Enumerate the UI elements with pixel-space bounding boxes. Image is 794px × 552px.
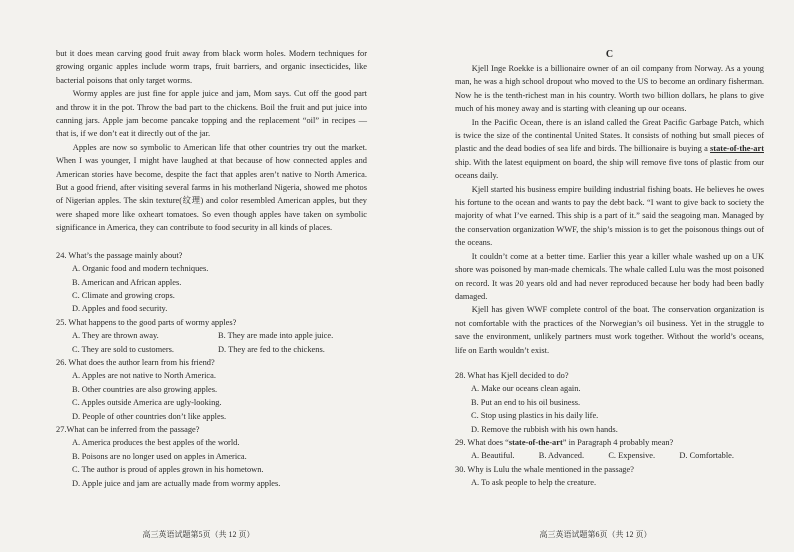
option-d: D. People of other countries don’t like apples. [72, 411, 227, 421]
option-b: B. Poisons are no longer used on apples in America. [72, 451, 247, 461]
question-stem: 28. What has Kjell decided to do? [455, 370, 569, 380]
bold-term: state-of-the-art [508, 437, 563, 447]
section-title: C [605, 49, 614, 60]
page-footer: 高三英语试题第5页（共 12 页） [142, 529, 255, 539]
question-28 [455, 369, 764, 436]
text-run: ” in Paragraph 4 probably mean? [562, 437, 674, 447]
option-b: B. Put an end to his oil business. [471, 397, 581, 407]
question-stem [455, 436, 764, 449]
question-27 [56, 423, 367, 490]
question-24 [56, 249, 367, 316]
question-30 [455, 463, 764, 490]
page-footer: 高三英语试题第6页（共 12 页） [539, 529, 652, 539]
text-run: ship. With the latest equipment on board, the ship will remove five tons of plastic from our oceans daily. [455, 157, 764, 181]
underlined-term: state-of-the-art [710, 144, 764, 154]
paragraph: It couldn’t come at a better time. Earlier this year a killer whale washed up on a UK shore was poisoned by man-made chemicals. The whale called Lulu was the most poisoned on record. It was 20 years old and had never reproduced because her body had been badly damaged. [455, 251, 764, 301]
question-stem: 30. Why is Lulu the whale mentioned in the passage? [455, 464, 634, 474]
question-25 [56, 316, 367, 356]
option-c: C. The author is proud of apples grown in his hometown. [72, 465, 264, 475]
option-c: C. Apples outside America are ugly-looking. [72, 398, 222, 408]
option-c: C. They are sold to customers. [72, 344, 174, 354]
option-d: D. Apple juice and jam are actually made from wormy apples. [72, 478, 281, 488]
paragraph: Wormy apples are just fine for apple juice and jam, Mom says. Cut off the good part and throw it in the pot. Throw the bad part to the chickens. Boil the fruit and put juice into canning jars. Apple jam become pancake topping and the replacement “oil” in recipes — that is, if we don’t eat it directly out of the jar. [56, 89, 367, 139]
paragraph: but it does mean carving good fruit away from black worm holes. Modern techniques for growing organic apples include worm traps, fruit barriers, and organic insecticides, like bacterial poisons that only target worms. [56, 49, 367, 85]
paragraph [455, 116, 764, 183]
option-d: D. Apples and food security. [72, 304, 168, 314]
paragraph: Kjell Inge Roekke is a billionaire owner of an oil company from Norway. As a young man, he was a high school dropout who moved to the US to become an ordinary fisherman. Now he is the tenth-richest man in his country. Worth two billion dollars, he plans to give much of his money away and is starting with cleaning up our oceans. [455, 64, 764, 114]
option-b: B. American and African apples. [72, 277, 182, 287]
text-run: 29. What does “ [455, 437, 509, 447]
question-26 [56, 356, 367, 423]
option-b: B. Advanced. [538, 451, 585, 461]
option-a: A. They are thrown away. [72, 331, 159, 341]
option-a: A. To ask people to help the creature. [471, 478, 597, 488]
option-b: B. Other countries are also growing apples. [72, 384, 218, 394]
paragraph: Kjell started his business empire building industrial fishing boats. He believes he owes his fortune to the ocean and wants to pay the debt back. “I want to give back to society the majority of what I’ve earned. This ship is a part of it.” said the seagoing man. Managed by the conservation organization WWF, the ship’s mission is to get the poisonous things out of the oceans. [455, 184, 764, 248]
option-d: D. Comfortable. [679, 451, 734, 461]
question-29 [455, 436, 764, 463]
question-stem: 26. What does the author learn from his friend? [56, 357, 215, 367]
option-a: A. America produces the best apples of the world. [72, 438, 240, 448]
paragraph: Kjell has given WWF complete control of the boat. The conservation organization is not comfortable with the practices of the Norwegian’s oil business. Yet in the struggle to save the environment, unlikely partners must work together. Without the world’s oceans, life on Earth wouldn’t exist. [455, 305, 764, 355]
option-c: C. Climate and growing crops. [72, 290, 175, 300]
question-stem: 24. What’s the passage mainly about? [56, 250, 183, 260]
option-d: D. Remove the rubbish with his own hands. [471, 424, 618, 434]
paragraph: Apples are now so symbolic to American life that other countries try out the market. When I was younger, I might have laughed at that because of how connected apples and American stories have become, despite the fact that apples aren’t native to North America. But a good friend, after visiting several farms in his motherland Nigeria, showed me photos of Nigerian apples. The skin texture(纹理) and color resembled American apples, but they were shaped more like oxheart tomatoes. So even though apples have taken on symbolic significance in America, they can contribute to food security in all kinds of places. [56, 142, 367, 233]
option-a: A. Beautiful. [471, 451, 515, 461]
option-c: C. Stop using plastics in his daily life. [471, 411, 599, 421]
text-run: In the Pacific Ocean, there is an island called the Great Pacific Garbage Patch, which is twice the size of the continental United States. It consists of nothing but small pieces of plastic and the dead bodies of sea life and birds. The billionaire is buying a [455, 117, 764, 154]
option-a: A. Organic food and modern techniques. [72, 264, 209, 274]
question-stem: 25. What happens to the good parts of wormy apples? [56, 317, 237, 327]
option-b: B. They are made into apple juice. [218, 331, 334, 341]
option-a: A. Apples are not native to North America. [72, 371, 216, 381]
question-stem: 27.What can be inferred from the passage? [56, 424, 200, 434]
right-page [397, 0, 794, 552]
option-a: A. Make our oceans clean again. [471, 384, 581, 394]
option-d: D. They are fed to the chickens. [218, 344, 325, 354]
option-c: C. Expensive. [608, 451, 656, 461]
